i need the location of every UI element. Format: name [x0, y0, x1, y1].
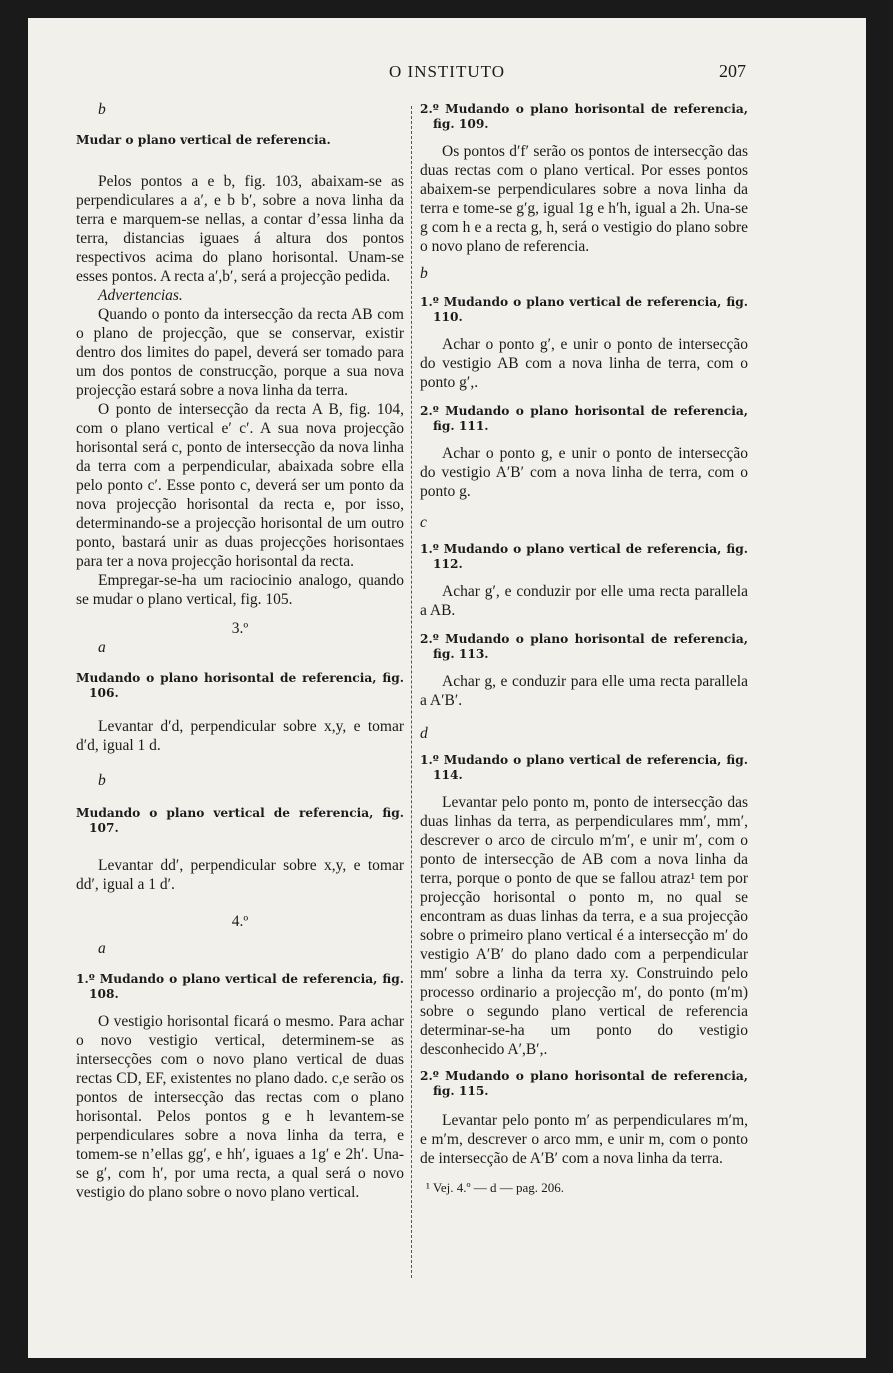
subsection-heading: 1.º Mudando o plano vertical de referencia, fig. 114. [420, 753, 748, 782]
subsection-heading: 2.º Mudando o plano horisontal de referencia, fig. 111. [420, 404, 748, 433]
paragraph: O vestigio horisontal ficará o mesmo. Para achar o novo vestigio vertical, determinem-se as intersecções com o novo plano vertical de duas rectas CD, EF, existentes no plano dado. c,e serão os pontos de intersecção das rectas com o plano horisontal. Pelos pontos g e h levantem-se perpendiculares sobre a nova linha da terra, e tomem-se n’ellas gg′, e hh′, iguaes a 1g′ e 2h′. Una-se g′, com h′, por uma recta, a qual será o novo vestigio do plano sobre o novo plano vertical. [76, 1013, 404, 1201]
paragraph: Levantar d′d, perpendicular sobre x,y, e tomar d′d, igual 1 d. [76, 718, 404, 754]
paragraph: Levantar dd′, perpendicular sobre x,y, e tomar dd′, igual a 1 d′. [76, 857, 404, 893]
paragraph: Os pontos d′f′ serão os pontos de intersecção das duas rectas com o plano vertical. Por esses pontos abaixem-se perpendiculares sobre a nova linha da terra e tome-se g′g, igual 1g e h′h, igual a 2h. Una-se g com h e a recta g, h, será o vestigio do plano sobre o novo plano de referencia. [420, 143, 748, 255]
subsection-heading: 1.º Mudando o plano vertical de referencia, fig. 108. [76, 972, 404, 1001]
subsection-heading: 2.º Mudando o plano horisontal de referencia, fig. 113. [420, 632, 748, 661]
section-number: 4.º [231, 913, 249, 930]
subsection-heading: Mudando o plano vertical de referencia, fig. 107. [76, 806, 404, 835]
paragraph: Pelos pontos a e b, fig. 103, abaixam-se as perpendiculares a a′, e b b′, sobre a nova linha da terra e marquem-se nellas, a contar d’essa linha da terra, distancias iguaes á altura dos pontos respectivos acima do plano horisontal. Unam-se esses pontos. A recta a′,b′, será a projecção pedida. [76, 173, 404, 285]
advertencias-label: Advertencias. [98, 287, 183, 304]
section-letter: b [420, 265, 428, 282]
section-letter: a [98, 639, 106, 656]
section-letter: a [98, 940, 106, 957]
section-letter: b [98, 101, 106, 118]
paragraph: O ponto de intersecção da recta A B, fig. 104, com o plano vertical e′ c′. A sua nova projecção horisontal será c, ponto de intersecção da nova linha da terra com a perpendicular, abaixada sobre ella pelo ponto c′. Esse ponto c, deverá ser um ponto da nova projecção horisontal da recta e, por isso, determinando-se a projecção horisontal de um outro ponto, bastará unir as duas projecções horisontaes para ter a nova projecção horisontal da recta. [76, 401, 404, 570]
paragraph: Achar g, e conduzir para elle uma recta parallela a A′B′. [420, 673, 748, 709]
page-number: 207 [719, 61, 746, 81]
running-header [28, 62, 866, 90]
paragraph: Quando o ponto da intersecção da recta AB com o plano de projecção, que se conservar, existir dentro dos limites do papel, deverá ser tomado para um dos pontos de construcção, porque a sua nova projecção estará sobre a nova linha da terra. [76, 306, 404, 399]
column-divider [411, 106, 412, 1278]
subsection-heading: Mudar o plano vertical de referencia. [76, 133, 331, 147]
footnote: ¹ Vej. 4.º — d — pag. 206. [426, 1180, 565, 1195]
section-number: 3.º [231, 620, 249, 637]
running-title: O INSTITUTO [389, 62, 505, 81]
paragraph: Empregar-se-ha um raciocinio analogo, quando se mudar o plano vertical, fig. 105. [76, 572, 404, 608]
paragraph: Achar o ponto g, e unir o ponto de intersecção do vestigio A′B′ com a nova linha de terra, com o ponto g. [420, 445, 748, 500]
subsection-heading: Mudando o plano horisontal de referencia, fig. 106. [76, 671, 404, 700]
book-page [28, 18, 866, 1358]
paragraph: Levantar pelo ponto m′ as perpendiculares m′m, e m′m, descrever o arco mm, e unir m, com o ponto de intersecção de A′B′ com a nova linha da terra. [420, 1112, 748, 1167]
section-letter: c [420, 514, 427, 531]
section-letter: b [98, 772, 106, 789]
section-letter: d [420, 725, 428, 742]
paragraph: Levantar pelo ponto m, ponto de intersecção das duas linhas da terra, as perpendiculares mm′, mm′, descrever o arco de circulo m′m′, e unir m′, com o ponto de intersecção de AB com a nova linha da terra, porque o ponto de que se fallou atraz¹ tem por projecção horisontal o ponto m, no qual se encontram as duas linhas da terra, e a sua projecção sobre o primeiro plano vertical é a intersecção m′ do vestigio A′B′ do plano dado com a perpendicular mm′ sobre a linha da terra xy. Construindo pelo processo ordinario a projecção m′, do ponto (m′m) sobre o segundo plano vertical de referencia determinar-se-ha um ponto do vestigio desconhecido A′,B′,. [420, 794, 748, 1058]
subsection-heading: 1.º Mudando o plano vertical de referencia, fig. 110. [420, 295, 748, 324]
subsection-heading: 2.º Mudando o plano horisontal de referencia, fig. 115. [420, 1069, 748, 1098]
paragraph: Achar o ponto g′, e unir o ponto de intersecção do vestigio AB com a nova linha de terra, com o ponto g′,. [420, 336, 748, 391]
paragraph: Achar g′, e conduzir por elle uma recta parallela a AB. [420, 583, 748, 619]
left-column [76, 100, 404, 1202]
subsection-heading: 1.º Mudando o plano vertical de referencia, fig. 112. [420, 542, 748, 571]
subsection-heading: 2.º Mudando o plano horisontal de referencia, fig. 109. [420, 102, 748, 131]
right-column [420, 100, 748, 1196]
